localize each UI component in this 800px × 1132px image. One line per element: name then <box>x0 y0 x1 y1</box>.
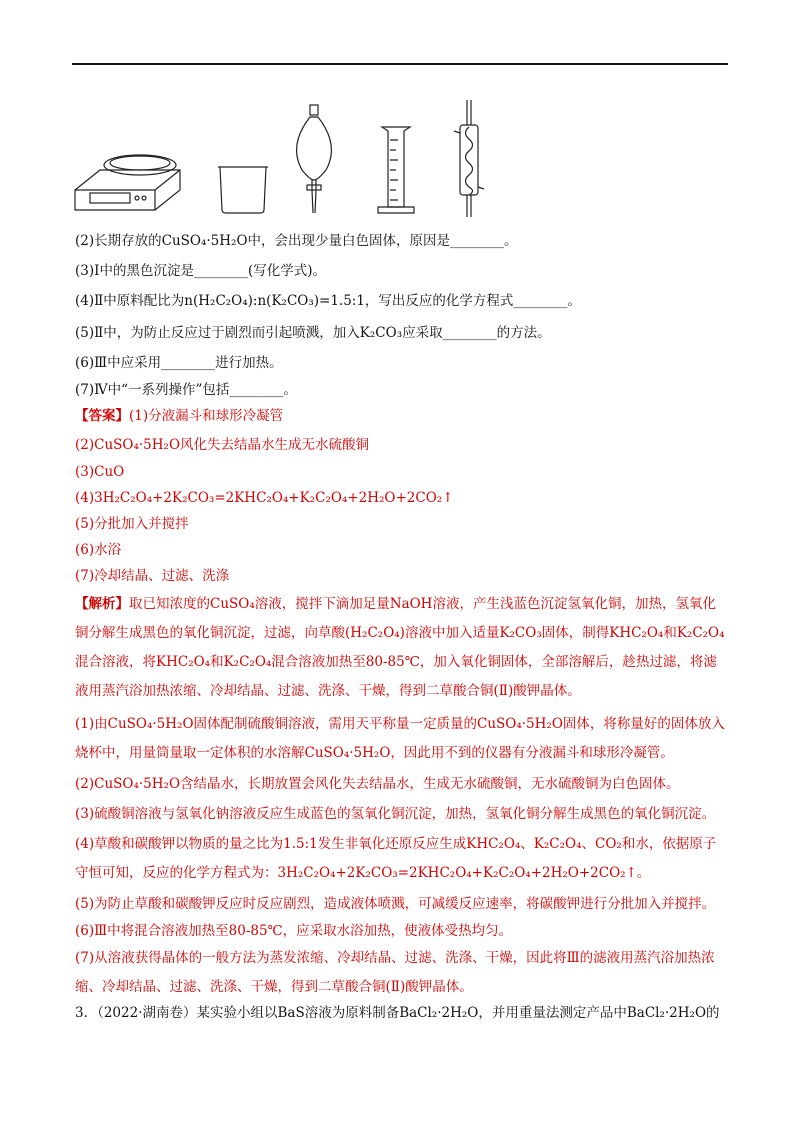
analysis-intro-text: 取已知浓度的CuSO₄溶液，搅拌下滴加足量NaOH溶液，产生浅蓝色沉淀氢氧化铜，加热，氢氧化铜分解生成黑色的氧化铜沉淀，过滤，向草酸(H₂C₂O₄)溶液中加入适量K₂CO₃固体，制得KHC₂O₄和K₂C₂O₄混合溶液，将KHC₂O₄和K₂C₂O₄混合溶液加热至80-85℃，加入氧化铜固体，全部溶解后，趁热过滤，将滤液用蒸汽浴加热浓缩、冷却结晶、过滤、洗涤、干燥，得到二草酸合铜(Ⅱ)酸钾晶体。 <box>75 596 725 699</box>
analysis-intro <box>75 590 727 706</box>
answer-5: (5)分批加入并搅拌 <box>75 516 189 532</box>
header-rule <box>72 63 728 65</box>
analysis-4: (4)草酸和碳酸钾以物质的量之比为1.5:1发生非氧化还原反应生成KHC₂O₄、K₂C₂O₄、CO₂和水，依据原子守恒可知，反应的化学方程式为：3H₂C₂O₄+2K₂CO₃=2KHC₂O₄+K₂C₂O₄+2H₂O+2CO₂↑。 <box>75 836 717 881</box>
separatory-funnel-icon <box>297 105 332 213</box>
answer-1-text: (1)分液漏斗和球形冷凝管 <box>129 408 284 424</box>
question-4: (4)Ⅱ中原料配比为n(H₂C₂O₄):n(K₂CO₃)=1.5:1，写出反应的化学方程式________。 <box>75 293 581 309</box>
graduated-cylinder-icon <box>378 127 414 213</box>
answer-1 <box>75 406 735 426</box>
analysis-5: (5)为防止草酸和碳酸钾反应时反应剧烈，造成液体喷溅，可减缓反应速率，将碳酸钾进行分批加入并搅拌。 <box>75 896 716 912</box>
answer-6: (6)水浴 <box>75 542 122 558</box>
question-7: (7)Ⅳ中“一系列操作”包括________。 <box>75 382 297 398</box>
answer-3: (3)CuO <box>75 464 125 480</box>
analysis-1: (1)由CuSO₄·5H₂O固体配制硫酸铜溶液，需用天平称量一定质量的CuSO₄·5H₂O固体，将称量好的固体放入烧杯中，用量筒量取一定体积的水溶解CuSO₄·5H₂O，因此用不到的仪器有分液漏斗和球形冷凝管。 <box>75 716 725 761</box>
apparatus-figure <box>70 95 510 220</box>
answer-4: (4)3H₂C₂O₄+2K₂CO₃=2KHC₂O₄+K₂C₂O₄+2H₂O+2CO₂↑ <box>75 490 454 506</box>
question-5: (5)Ⅱ中，为防止反应过于剧烈而引起喷溅，加入K₂CO₃应采取________的方法。 <box>75 325 551 341</box>
question-6: (6)Ⅲ中应采用________进行加热。 <box>75 355 283 371</box>
balance-icon <box>75 155 180 210</box>
analysis-label: 【解析】 <box>75 596 129 612</box>
analysis-3: (3)硫酸铜溶液与氢氧化钠溶液反应生成蓝色的氢氧化铜沉淀，加热，氢氧化铜分解生成黑色的氧化铜沉淀。 <box>75 806 716 822</box>
analysis-7: (7)从溶液获得晶体的一般方法为蒸发浓缩、冷却结晶、过滤、洗涤、干燥，因此将Ⅲ的滤液用蒸汽浴加热浓缩、冷却结晶、过滤、洗涤、干燥，得到二草酸合铜(Ⅱ)酸钾晶体。 <box>75 950 715 995</box>
analysis-2: (2)CuSO₄·5H₂O含结晶水，长期放置会风化失去结晶水，生成无水硫酸铜，无水硫酸铜为白色固体。 <box>75 776 680 792</box>
question-3: (3)Ⅰ中的黑色沉淀是________(写化学式)。 <box>75 263 326 279</box>
answer-2: (2)CuSO₄·5H₂O风化失去结晶水生成无水硫酸铜 <box>75 437 370 453</box>
question-3-header: 3．（2022·湖南卷）某实验小组以BaS溶液为原料制备BaCl₂·2H₂O，并用重量法测定产品中BaCl₂·2H₂O的 <box>75 1005 720 1021</box>
analysis-6: (6)Ⅲ中将混合溶液加热至80-85℃，应采取水浴加热，使液体受热均匀。 <box>75 923 513 939</box>
answer-label: 【答案】 <box>75 408 129 424</box>
condenser-icon <box>454 100 484 217</box>
beaker-icon <box>218 167 268 213</box>
question-2: (2)长期存放的CuSO₄·5H₂O中，会出现少量白色固体，原因是________。 <box>75 233 518 249</box>
answer-7: (7)冷却结晶、过滤、洗涤 <box>75 568 230 584</box>
